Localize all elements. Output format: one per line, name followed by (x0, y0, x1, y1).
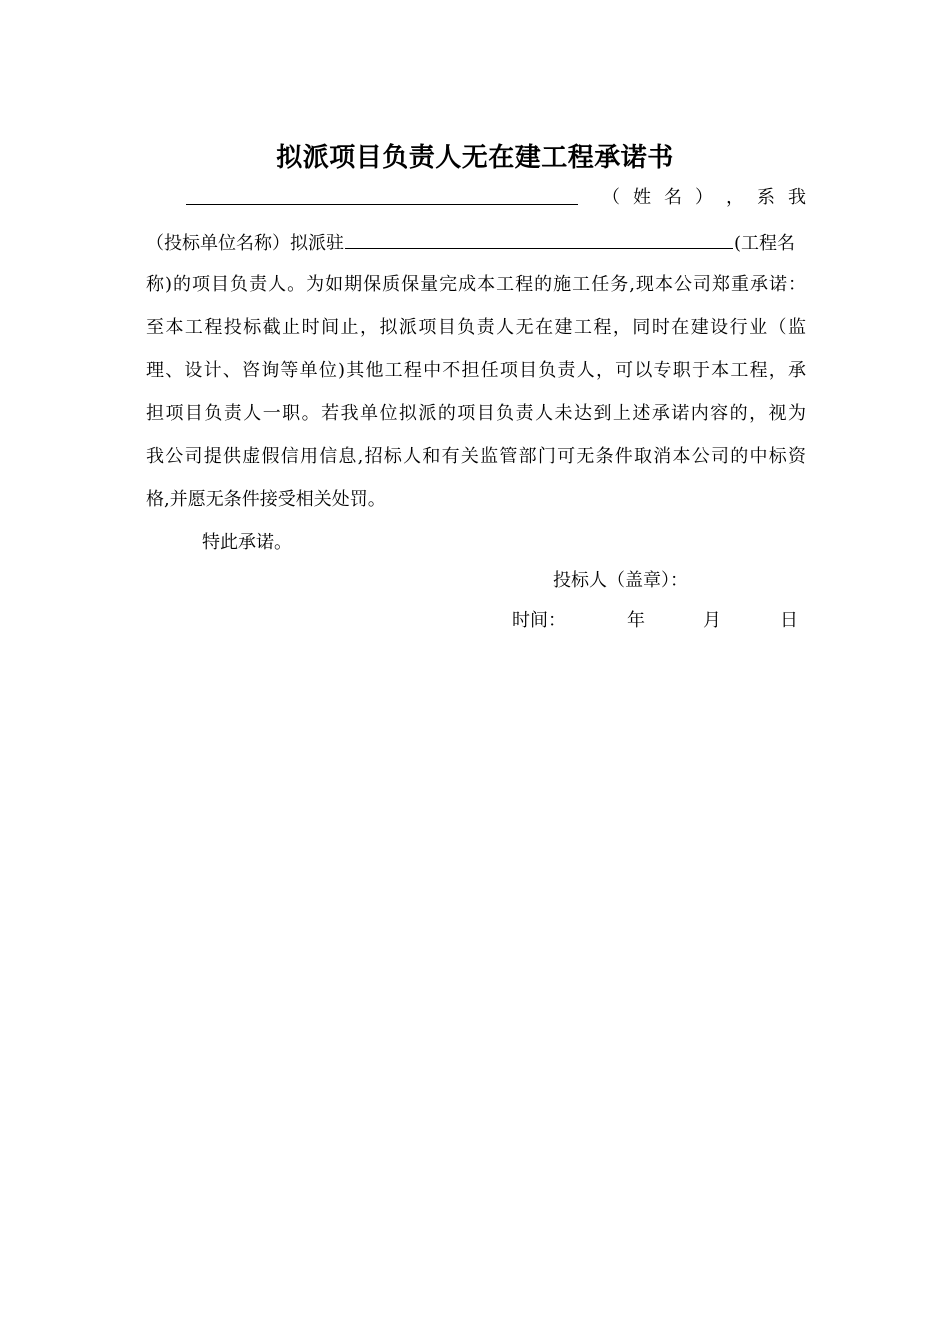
name-suffix (602, 186, 806, 210)
closing-text: 特此承诺。 (202, 532, 292, 553)
project-suffix: (工程名 (734, 233, 796, 254)
body-line: 理、设计、咨询等单位)其他工程中不担任项目负责人，可以专职于本工程，承 (146, 360, 806, 381)
suffix-char: 我 (788, 187, 806, 208)
document-title: 拟派项目负责人无在建工程承诺书 (276, 143, 674, 173)
project-name-blank (345, 230, 733, 249)
body-line: 称)的项目负责人。为如期保质保量完成本工程的施工任务,现本公司郑重承诺： (146, 274, 806, 295)
suffix-char: ， (726, 187, 744, 208)
name-blank (186, 186, 578, 205)
body-line: 至本工程投标截止时间止，拟派项目负责人无在建工程，同时在建设行业（监 (146, 317, 806, 338)
suffix-char: 名 (664, 187, 682, 208)
body-line: 我公司提供虚假信用信息,招标人和有关监管部门可无条件取消本公司的中标资 (146, 446, 806, 467)
suffix-char: ） (695, 187, 713, 208)
suffix-char: 姓 (633, 187, 651, 208)
suffix-char: （ (602, 187, 620, 208)
project-line (146, 230, 806, 256)
bidder-prefix: （投标单位名称）拟派驻 (146, 233, 344, 254)
year-label: 年 (627, 610, 645, 631)
day-label: 日 (780, 610, 798, 631)
body-line: 担项目负责人一职。若我单位拟派的项目负责人未达到上述承诺内容的，视为 (146, 403, 806, 424)
date-label: 时间： (512, 610, 566, 631)
signature-label: 投标人（盖章）： (553, 570, 688, 591)
body-last-line: 格,并愿无条件接受相关处罚。 (146, 489, 386, 510)
month-label: 月 (703, 610, 721, 631)
suffix-char: 系 (757, 187, 775, 208)
